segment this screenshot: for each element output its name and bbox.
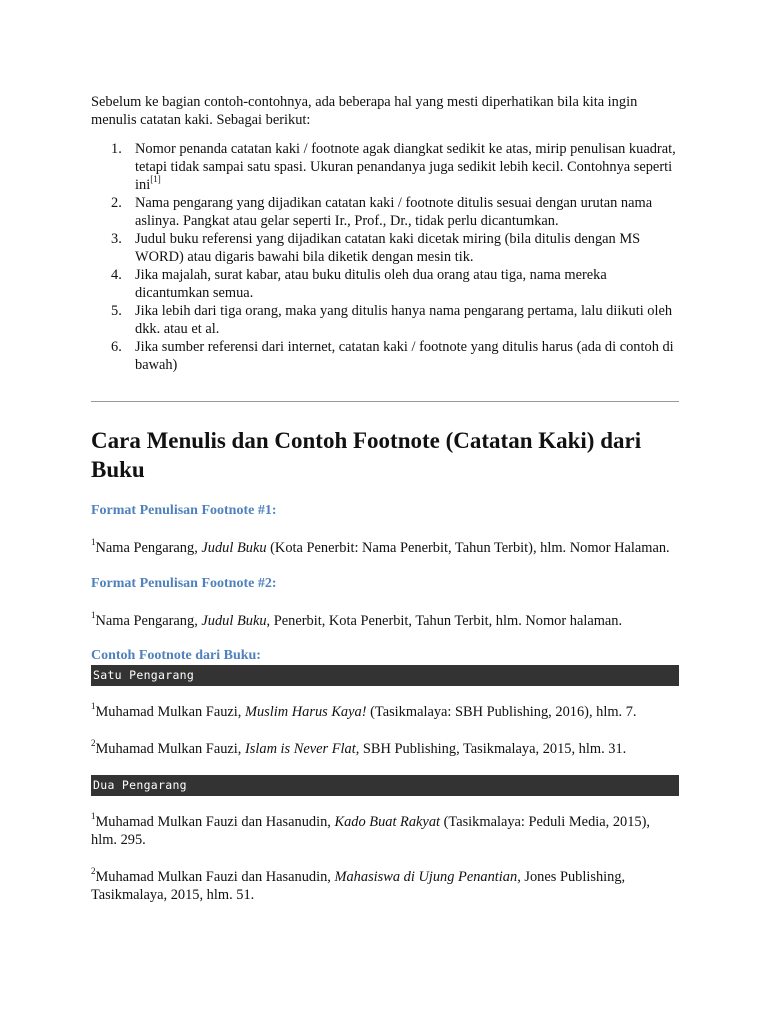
list-item-text: Judul buku referensi yang dijadikan catatan kaki dicetak miring (bila ditulis dengan MS WORD) atau digaris bawahi bila diketik dengan mesin tik. — [135, 231, 641, 265]
satu-pengarang-example-2 — [91, 740, 679, 758]
footnote-details: , SBH Publishing, Tasikmalaya, 2015, hlm. 31. — [355, 741, 627, 757]
footnote-details: (Tasikmalaya: Peduli Media, 2015), hlm. 295. — [91, 814, 651, 848]
list-item-text: Jika sumber referensi dari internet, catatan kaki / footnote yang ditulis harus (ada di contoh di bawah) — [135, 339, 674, 373]
examples-title: Contoh Footnote dari Buku: — [91, 648, 261, 663]
dua-pengarang-example-2 — [91, 868, 679, 904]
document-page — [91, 93, 679, 904]
list-number: 1. — [111, 141, 122, 157]
list-item — [111, 338, 679, 374]
divider — [91, 401, 679, 402]
list-number: 2. — [111, 195, 122, 211]
list-item — [111, 266, 679, 302]
footnote-number: 1 — [91, 701, 96, 712]
footnote-title: Islam is Never Flat — [244, 741, 356, 757]
list-number: 6. — [111, 339, 122, 355]
satu-pengarang-example-1 — [91, 703, 679, 721]
footnote-details: , Penerbit, Kota Penerbit, Tahun Terbit, hlm. Nomor halaman. — [266, 613, 623, 629]
footnote-details: (Kota Penerbit: Nama Penerbit, Tahun Terbit), hlm. Nomor Halaman. — [266, 540, 670, 556]
list-item-text: Jika lebih dari tiga orang, maka yang ditulis hanya nama pengarang pertama, lalu diikuti oleh dkk. atau et al. — [135, 303, 673, 337]
footnote-title: Judul Buku — [201, 613, 267, 629]
list-item-text: Nomor penanda catatan kaki / footnote agak diangkat sedikit ke atas, mirip penulisan kuadrat, tetapi tidak sampai satu spasi. Ukuran penandanya juga sedikit lebih kecil. Contohnya seperti ini — [135, 141, 676, 193]
footnote-title: Muslim Harus Kaya! — [244, 704, 367, 720]
footnote-marker-link[interactable]: [1] — [150, 174, 161, 185]
footnote-author: Nama Pengarang, — [95, 540, 202, 556]
list-number: 5. — [111, 303, 122, 319]
footnote-number: 1 — [91, 811, 96, 822]
list-item-text: Jika majalah, surat kabar, atau buku ditulis oleh dua orang atau tiga, nama mereka dicantumkan semua. — [135, 267, 607, 301]
list-item-text: Nama pengarang yang dijadikan catatan kaki / footnote ditulis sesuai dengan urutan nama aslinya. Pangkat atau gelar seperti Ir., Prof., Dr., tidak perlu dicantumkan. — [135, 195, 653, 229]
list-number: 4. — [111, 267, 122, 283]
footnote-author: Nama Pengarang, — [95, 613, 202, 629]
footnote-title: Judul Buku — [201, 540, 267, 556]
footnote-author: Muhamad Mulkan Fauzi dan Hasanudin, — [95, 869, 335, 885]
intro-paragraph: Sebelum ke bagian contoh-contohnya, ada beberapa hal yang mesti diperhatikan bila kita ingin menulis catatan kaki. Sebagai berikut: — [91, 94, 638, 128]
list-item — [111, 302, 679, 338]
footnote-title: Kado Buat Rakyat — [334, 814, 441, 830]
format-1-footnote — [91, 539, 679, 557]
footnote-number: 1 — [91, 537, 96, 548]
format-2-footnote — [91, 612, 679, 630]
footnote-author: Muhamad Mulkan Fauzi dan Hasanudin, — [95, 814, 335, 830]
rules-list — [91, 140, 679, 374]
footnote-number: 1 — [91, 610, 96, 621]
dua-pengarang-example-1 — [91, 813, 679, 849]
list-item — [111, 230, 679, 266]
format-2-title: Format Penulisan Footnote #2: — [91, 576, 277, 591]
footnote-author: Muhamad Mulkan Fauzi, — [95, 741, 245, 757]
list-item — [111, 194, 679, 230]
list-item — [111, 140, 679, 194]
format-1-title: Format Penulisan Footnote #1: — [91, 503, 277, 518]
footnote-details: , Jones Publishing, Tasikmalaya, 2015, hlm. 51. — [91, 869, 626, 903]
footnote-author: Muhamad Mulkan Fauzi, — [95, 704, 245, 720]
section-heading: Cara Menulis dan Contoh Footnote (Catatan Kaki) dari Buku — [91, 428, 642, 482]
footnote-title: Mahasiswa di Ujung Penantian — [334, 869, 518, 885]
satu-pengarang-header: Satu Pengarang — [91, 665, 679, 686]
dua-pengarang-header: Dua Pengarang — [91, 775, 679, 796]
footnote-number: 2 — [91, 866, 96, 877]
footnote-number: 2 — [91, 738, 96, 749]
list-number: 3. — [111, 231, 122, 247]
footnote-details: (Tasikmalaya: SBH Publishing, 2016), hlm. 7. — [366, 704, 637, 720]
